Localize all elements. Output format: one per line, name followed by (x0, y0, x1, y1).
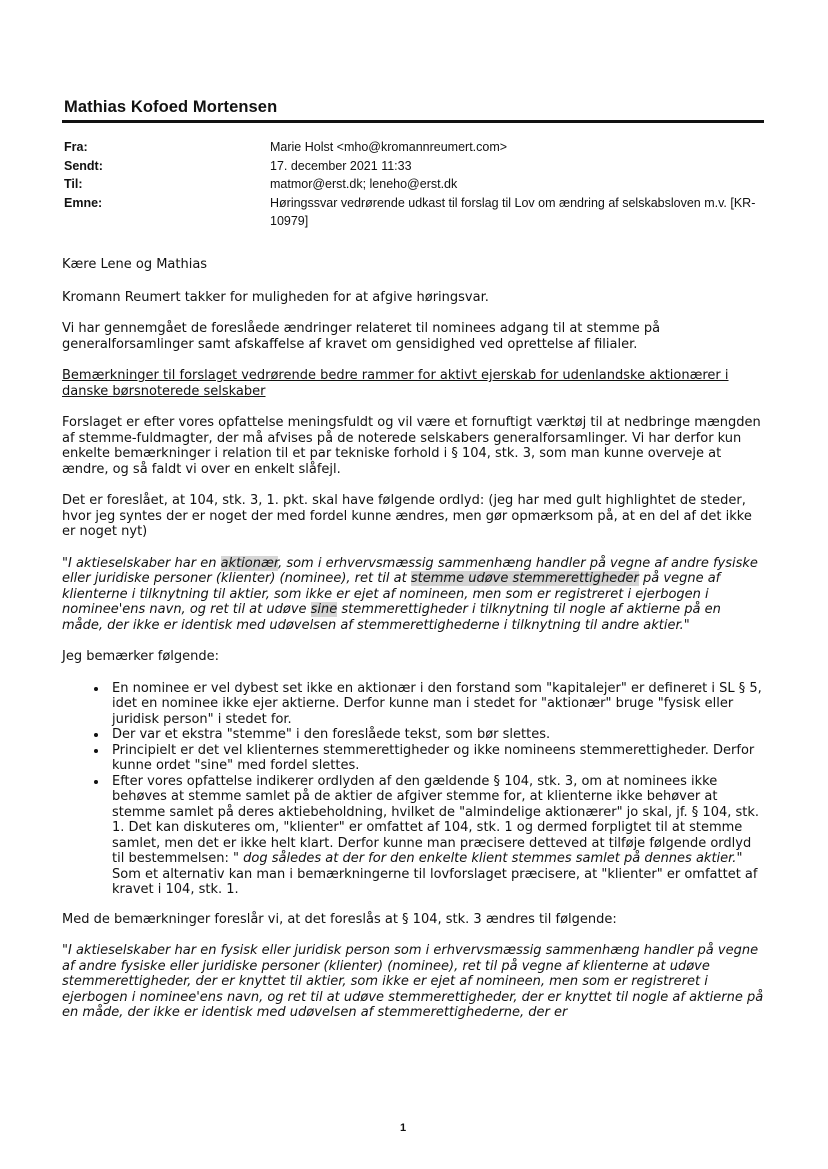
highlight-stemme: stemme udøve stemmerettigheder (410, 571, 639, 586)
section-heading: Bemærkninger til forslaget vedrørende bedre rammer for aktivt ejerskab for udenlandske aktionærer i danske børsnoterede selskaber (62, 368, 729, 399)
paragraph-assessment: Forslaget er efter vores opfattelse meningsfuldt og vil være et fornuftigt værktøj til at nedbringe mængden af stemme-fuldmagter, der må afvises på de noterede selskabers generalforsamlinger. Vi har derfor kun enkelte bemærkninger i relation til et par tekniske forhold i § 104, stk. 3, som man kunne overveje at ændre, og så faldt vi over en enkelt slåfejl. (62, 415, 761, 477)
paragraph-review: Vi har gennemgået de foreslåede ændringer relateret til nominees adgang til at stemme på generalforsamlinger samt afskaffelse af kravet om gensidighed ved oprettelse af filialer. (62, 321, 661, 352)
sent-label: Sendt: (64, 158, 103, 173)
quote-text: stemmerettigheder i tilknytning til nogle af aktierne på en måde, der ikke er identisk med udøvelsen af stemmerettighederne i tilknytning til andre aktier." (62, 602, 721, 633)
from-label: Fra: (64, 140, 88, 154)
page-number: 1 (400, 1122, 407, 1134)
from-value: Marie Holst <mho@kromannreumert.com> (270, 140, 508, 154)
quote-text: "I aktieselskaber har en (62, 555, 221, 571)
quote-text: , som i erhvervsmæssig sammenhæng handler på vegne af andre fysiske eller juridiske personer (klienter) (nominee), ret til at (62, 555, 758, 586)
paragraph-proposed-wording: Det er foreslået, at 104, stk. 3, 1. pkt. skal have følgende ordlyd: (jeg har med gult highlightet de steder, hvor jeg syntes der er noget der med fordel kunne ændres, men gør opmærksom på, at en del af det ikke er noget nyt) (62, 493, 752, 539)
list-item: • Der var et ekstra "stemme" i den foreslåede tekst, som bør slettes. (108, 727, 766, 743)
email-header (64, 138, 764, 231)
list-item-text: Efter vores opfattelse indikerer ordlyden af den gældende § 104, stk. 3, om at nominees ikke behøves at stemme samlet på de aktier de afgiver stemme for, at klienterne ikke behøver at stemme samlet på deres aktiebeholdning, hvilket de "almindelige aktionærer" jo skal, jf. § 104, stk. 1. Det kan diskuteres om, "klienter" er omfattet af 104, stk. 1 og dermed forpligtet til at stemme samlet, men det er ikke helt klart. Derfor kunne man præcisere detteved at tilføje følgende ordlyd til bestemmelsen: " (112, 773, 760, 866)
list-item-text: " Som et alternativ kan man i bemærkningerne til lovforslaget præcisere, at "klienter" er omfattet af kravet i 104, stk. 1. (112, 851, 758, 897)
quote-suggested-wording: "I aktieselskaber har en fysisk eller juridisk person som i erhvervsmæssig sammenhæng handler på vegne af andre fysiske eller juridiske personer (klienter) (nominee), ret til på vegne af klienterne at udøve stemmerettigheder, der er knyttet til aktier, som ikke er ejet af nomineen, men som er registreret i ejerbogen i nominee'ens navn, og ret til at udøve stemmerettigheder, der er knyttet til nogle af aktierne på en måde, der ikke er identisk med udøvelsen af stemmerettighederne, der er (62, 943, 764, 1020)
remarks-list (62, 681, 766, 898)
list-item: • En nominee er vel dybest set ikke en aktionær i den forstand som "kapitalejer" er defineret i SL § 5, idet en nominee ikke ejer aktierne. Derfor kunne man i stedet for "aktionær" bruge "fysisk eller juridisk person" i stedet for. (108, 681, 766, 728)
sender-name: Mathias Kofoed Mortensen (64, 98, 278, 116)
from-row (64, 138, 764, 157)
list-item (108, 774, 766, 898)
to-value: matmor@erst.dk; leneho@erst.dk (270, 177, 458, 191)
paragraph-thanks: Kromann Reumert takker for muligheden for at afgive høringsvar. (62, 289, 489, 305)
sent-row (64, 157, 764, 176)
subject-value: Høringssvar vedrørende udkast til forslag til Lov om ændring af selskabsloven m.v. [KR-10979] (270, 195, 756, 228)
quote-text: på vegne af klienterne i tilknytning til aktier, som ikke er ejet af nomineen, men som er registreret i ejerbogen i nominee'ens navn, og ret til at udøve (62, 571, 721, 617)
paragraph-proposal-intro: Med de bemærkninger foreslår vi, at det foreslås at § 104, stk. 3 ændres til følgende: (62, 911, 617, 927)
subject-label: Emne: (64, 195, 103, 210)
to-row (64, 175, 764, 194)
sent-value: 17. december 2021 11:33 (270, 158, 412, 173)
subject-row (64, 194, 764, 231)
highlight-sine: sine (310, 602, 338, 617)
greeting: Kære Lene og Mathias (62, 257, 208, 272)
list-item-italic: dog således at der for den enkelte klient stemmes samlet på dennes aktier. (243, 851, 737, 866)
paragraph-remarks-intro: Jeg bemærker følgende: (62, 649, 220, 664)
header-divider (62, 120, 764, 123)
email-body (62, 257, 766, 1037)
to-label: Til: (64, 177, 83, 191)
highlight-aktionaer: aktionær (220, 555, 279, 571)
quote-current-proposal (62, 556, 766, 634)
list-item: • Principielt er det vel klienternes stemmerettigheder og ikke nomineens stemmerettigheder. Derfor kunne ordet "sine" med fordel slettes. (108, 743, 766, 774)
